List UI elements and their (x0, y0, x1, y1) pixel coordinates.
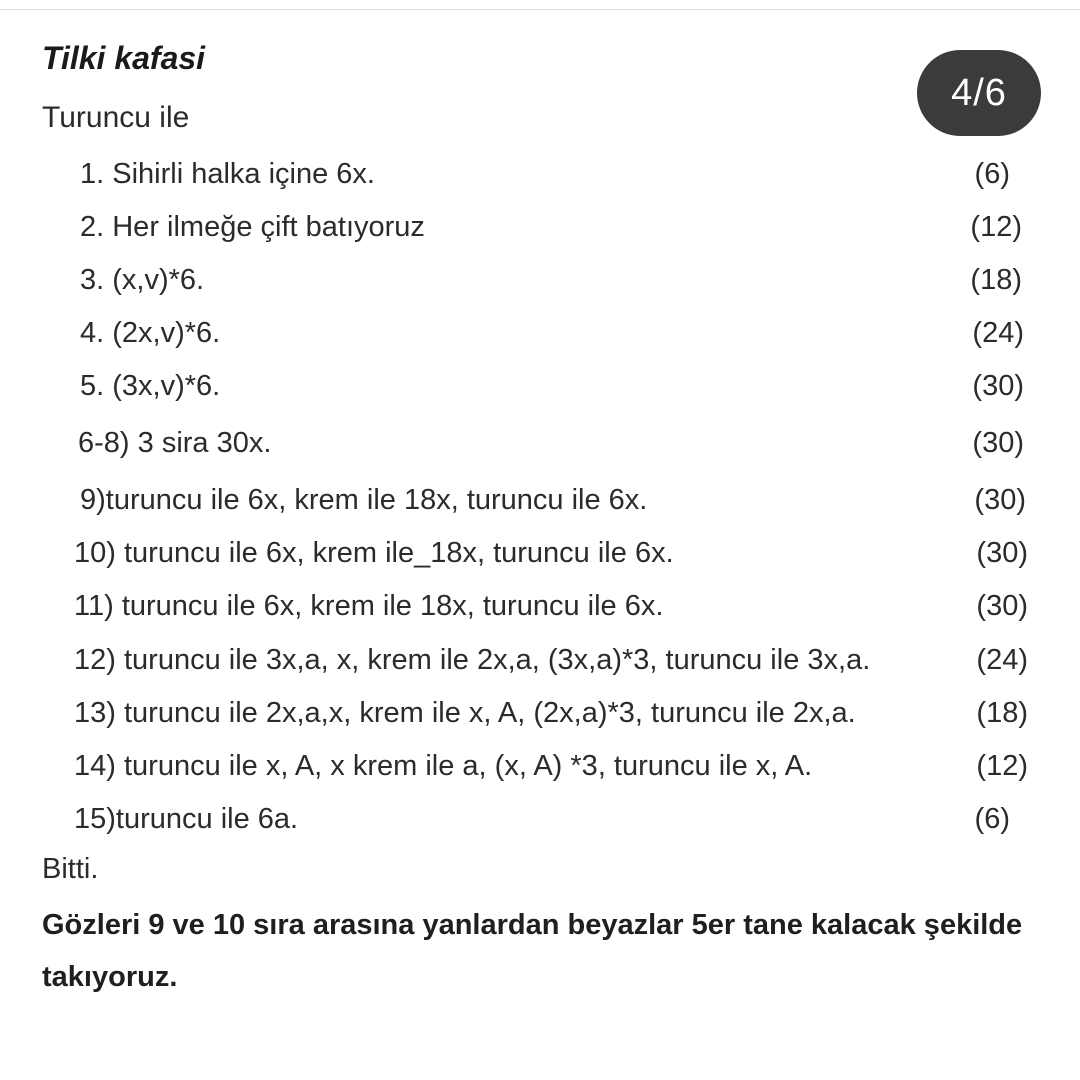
pattern-row (0, 586, 1080, 626)
pattern-row (0, 799, 1080, 839)
pattern-row (0, 207, 1080, 247)
row-instruction: 9)turuncu ile 6x, krem ile 18x, turuncu ile 6x. (80, 484, 648, 516)
row-stitch-count: (30) (976, 537, 1028, 569)
row-stitch-count: (30) (972, 427, 1024, 459)
pattern-title: Tilki kafasi (42, 40, 206, 76)
row-stitch-count: (30) (976, 590, 1028, 622)
row-stitch-count: (12) (976, 750, 1028, 782)
row-stitch-count: (24) (972, 317, 1024, 349)
page-indicator-badge: 4/6 (917, 50, 1041, 136)
pattern-row (0, 640, 1080, 680)
row-stitch-count: (6) (974, 803, 1010, 835)
row-instruction: 5. (3x,v)*6. (80, 370, 221, 402)
row-stitch-count: (30) (972, 370, 1024, 402)
top-divider (0, 9, 1080, 10)
pattern-row (0, 693, 1080, 733)
row-instruction: 15)turuncu ile 6a. (74, 803, 299, 835)
finished-label: Bitti. (42, 853, 99, 885)
row-stitch-count: (30) (974, 484, 1026, 516)
pattern-row (0, 480, 1080, 520)
row-instruction: 11) turuncu ile 6x, krem ile 18x, turuncu ile 6x. (74, 590, 664, 622)
row-stitch-count: (24) (976, 644, 1028, 676)
pattern-row (0, 746, 1080, 786)
row-stitch-count: (6) (974, 158, 1010, 190)
row-instruction: 3. (x,v)*6. (80, 264, 205, 296)
row-instruction: 2. Her ilmeğe çift batıyoruz (80, 211, 425, 243)
row-instruction: 4. (2x,v)*6. (80, 317, 221, 349)
row-instruction: 10) turuncu ile 6x, krem ile_18x, turuncu ile 6x. (74, 537, 674, 569)
pattern-row (0, 423, 1080, 463)
color-instruction: Turuncu ile (42, 101, 190, 134)
pattern-row (0, 313, 1080, 353)
row-instruction: 6-8) 3 sira 30x. (78, 427, 272, 459)
row-instruction: 14) turuncu ile x, A, x krem ile a, (x, A) *3, turuncu ile x, A. (74, 750, 813, 782)
row-instruction: 1. Sihirli halka içine 6x. (80, 158, 375, 190)
row-instruction: 12) turuncu ile 3x,a, x, krem ile 2x,a, (3x,a)*3, turuncu ile 3x,a. (74, 644, 871, 676)
eye-placement-note: Gözleri 9 ve 10 sıra arasına yanlardan beyazlar 5er tane kalacak şekilde takıyoruz. (42, 909, 1023, 993)
pattern-row (0, 154, 1080, 194)
row-stitch-count: (18) (970, 264, 1022, 296)
pattern-row (0, 260, 1080, 300)
row-stitch-count: (12) (970, 211, 1022, 243)
row-instruction: 13) turuncu ile 2x,a,x, krem ile x, A, (2x,a)*3, turuncu ile 2x,a. (74, 697, 856, 729)
pattern-row (0, 533, 1080, 573)
row-stitch-count: (18) (976, 697, 1028, 729)
pattern-row (0, 366, 1080, 406)
